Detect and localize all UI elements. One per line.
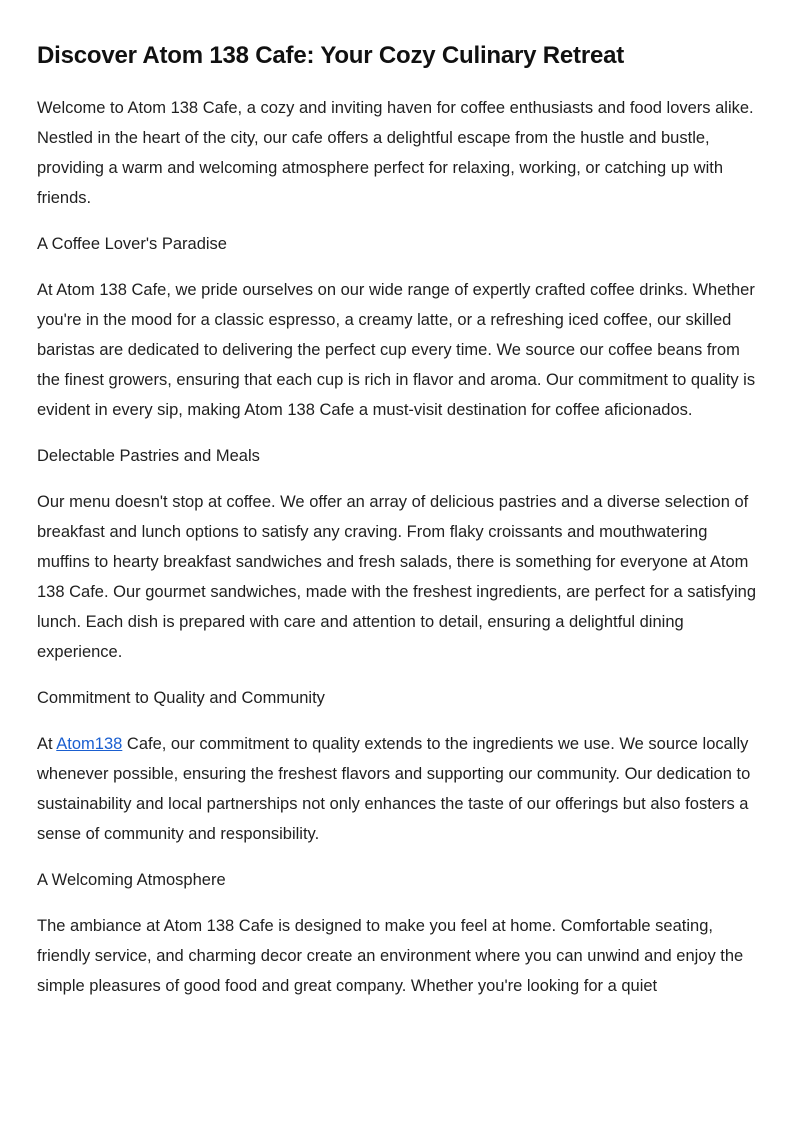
section-body-atmosphere: The ambiance at Atom 138 Cafe is designed to make you feel at home. Comfortable seating, friendly service, and charming decor create an environment where you can unwind and enjoy the simple pleasures of good food and great company. Whether you're looking for a quiet xyxy=(37,917,744,995)
atom138-link[interactable]: Atom138 xyxy=(56,735,123,753)
quality-body-prefix: At xyxy=(37,735,57,753)
intro-paragraph: Welcome to Atom 138 Cafe, a cozy and inviting haven for coffee enthusiasts and food lovers alike. Nestled in the heart of the city, our cafe offers a delightful escape from the hustle and bustle, providing a warm and welcoming atmosphere perfect for relaxing, working, or catching up with friends. xyxy=(37,99,754,207)
section-heading-quality: Commitment to Quality and Community xyxy=(37,689,325,707)
section-body-coffee: At Atom 138 Cafe, we pride ourselves on our wide range of expertly crafted coffee drinks. Whether you're in the mood for a classic espresso, a creamy latte, or a refreshing iced coffee, our skilled baristas are dedicated to delivering the perfect cup every time. We source our coffee beans from the finest growers, ensuring that each cup is rich in flavor and aroma. Our commitment to quality is evident in every sip, making Atom 138 Cafe a must-visit destination for coffee aficionados. xyxy=(37,281,756,419)
section-body-quality xyxy=(37,729,762,849)
quality-body-suffix: Cafe, our commitment to quality extends to the ingredients we use. We source locally whenever possible, ensuring the freshest flavors and supporting our community. Our dedication to sustainability and local partnerships not only enhances the taste of our offerings but also fosters a sense of community and responsibility. xyxy=(37,735,751,843)
section-heading-coffee: A Coffee Lover's Paradise xyxy=(37,235,227,253)
section-heading-atmosphere: A Welcoming Atmosphere xyxy=(37,871,226,889)
section-body-pastries: Our menu doesn't stop at coffee. We offer an array of delicious pastries and a diverse selection of breakfast and lunch options to satisfy any craving. From flaky croissants and mouthwatering muffins to hearty breakfast sandwiches and fresh salads, there is something for everyone at Atom 138 Cafe. Our gourmet sandwiches, made with the freshest ingredients, are perfect for a satisfying lunch. Each dish is prepared with care and attention to detail, ensuring a delightful dining experience. xyxy=(37,493,757,661)
page-title: Discover Atom 138 Cafe: Your Cozy Culinary Retreat xyxy=(37,42,625,69)
document-page xyxy=(37,38,762,1017)
section-heading-pastries: Delectable Pastries and Meals xyxy=(37,447,260,465)
